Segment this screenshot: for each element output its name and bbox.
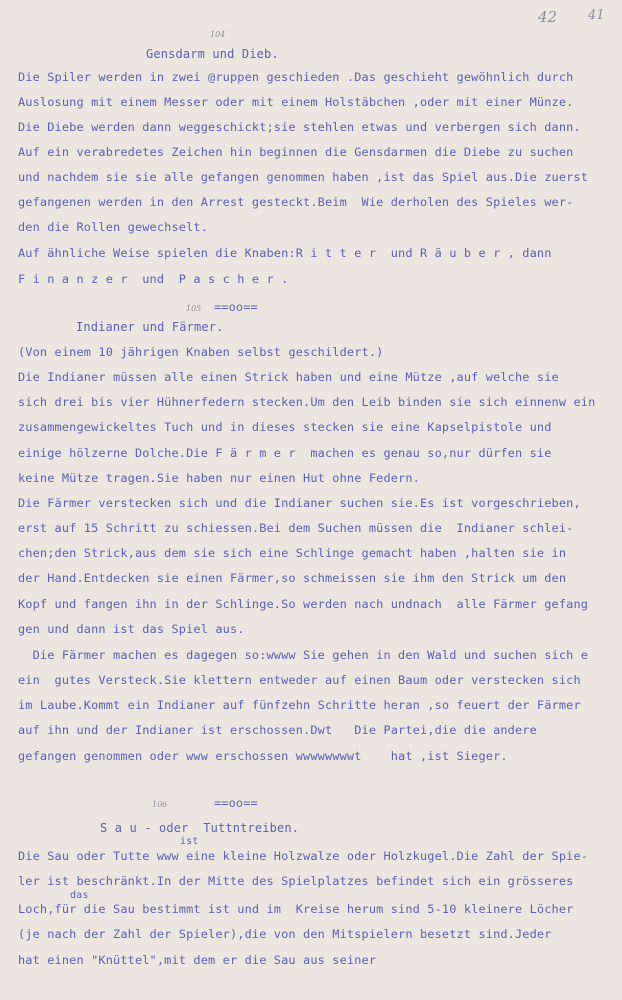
- margin-mark-3: 106: [152, 800, 168, 809]
- text-line: zusammengewickeltes Tuch und in dieses stecken sie eine Kapselpistole und: [18, 420, 552, 434]
- page-number-a: 42: [538, 8, 558, 26]
- text-line: Die Indianer müssen alle einen Strick haben und eine Mütze ,auf welche sie: [18, 370, 559, 384]
- text-line: Auslosung mit einem Messer oder mit einem Holstäbchen ,oder mit einer Münze.: [18, 95, 574, 109]
- section-separator: ==oo==: [214, 300, 258, 314]
- text-line: der Hand.Entdecken sie einen Färmer,so schmeissen sie ihm den Strick um den: [18, 571, 567, 585]
- text-line: gen und dann ist das Spiel aus.: [18, 622, 245, 636]
- text-line: Die Färmer verstecken sich und die Indianer suchen sie.Es ist vorgeschrieben,: [18, 496, 581, 510]
- text-line: auf ihn und der Indianer ist erschossen.Dwt Die Partei,die die andere: [18, 723, 537, 737]
- section-title-indianer: Indianer und Färmer.: [76, 320, 224, 334]
- text-line: Auf ähnliche Weise spielen die Knaben:R i t t e r und R ä u b e r , dann: [18, 246, 552, 260]
- text-line: hat einen "Knüttel",mit dem er die Sau aus seiner: [18, 953, 377, 967]
- text-line: im Laube.Kommt ein Indianer auf fünfzehn Schritte heran ,so feuert der Färmer: [18, 698, 581, 712]
- text-line: Die Spiler werden in zwei @ruppen geschieden .Das geschieht gewöhnlich durch: [18, 70, 574, 84]
- text-line: ler ist beschränkt.In der Mitte des Spielplatzes befindet sich ein grösseres: [18, 874, 574, 888]
- text-line: keine Mütze tragen.Sie haben nur einen Hut ohne Federn.: [18, 471, 420, 485]
- section-title-sautreiben: S a u - oder Tuttntreiben.: [100, 821, 300, 835]
- text-line: einige hölzerne Dolche.Die F ä r m e r machen es genau so,nur dürfen sie: [18, 446, 552, 460]
- text-line: F i n a n z e r und P a s c h e r .: [18, 272, 289, 286]
- text-line: Auf ein verabredetes Zeichen hin beginnen die Gensdarmen die Diebe zu suchen: [18, 145, 574, 159]
- page-number-b: 41: [588, 8, 605, 23]
- text-line: den die Rollen gewechselt.: [18, 220, 209, 234]
- inserted-word-ist: ist: [180, 836, 199, 847]
- inserted-word-das: das: [70, 890, 89, 901]
- text-line: Die Färmer machen es dagegen so:wwww Sie gehen in den Wald und suchen sich e: [18, 648, 589, 662]
- text-line: Kopf und fangen ihn in der Schlinge.So werden nach undnach alle Färmer gefang: [18, 597, 589, 611]
- section-title-gensdarm: Gensdarm und Dieb.: [146, 47, 279, 61]
- text-line: erst auf 15 Schritt zu schiessen.Bei dem Suchen müssen die Indianer schlei-: [18, 521, 574, 535]
- text-line: gefangenen werden in den Arrest gesteckt.Beim Wie derholen des Spieles wer-: [18, 195, 574, 209]
- text-line: sich drei bis vier Hühnerfedern stecken.Um den Leib binden sie sich einnenw ein: [18, 395, 596, 409]
- text-line: (Von einem 10 jährigen Knaben selbst geschildert.): [18, 345, 384, 359]
- section-separator: ==oo==: [214, 796, 258, 810]
- margin-mark-1: 104: [210, 30, 226, 39]
- text-line: gefangen genommen oder www erschossen wwwwwwwwt hat ,ist Sieger.: [18, 749, 508, 763]
- text-line: Die Sau oder Tutte www eine kleine Holzwalze oder Holzkugel.Die Zahl der Spie-: [18, 849, 589, 863]
- text-line: und nachdem sie sie alle gefangen genommen haben ,ist das Spiel aus.Die zuerst: [18, 170, 589, 184]
- text-line: Die Diebe werden dann weggeschickt;sie stehlen etwas und verbergen sich dann.: [18, 120, 581, 134]
- text-line: ein gutes Versteck.Sie klettern entweder auf einen Baum oder verstecken sich: [18, 673, 581, 687]
- text-line: chen;den Strick,aus dem sie sich eine Schlinge gemacht haben ,halten sie in: [18, 546, 567, 560]
- text-line: Loch,für die Sau bestimmt ist und im Kreise herum sind 5-10 kleinere Löcher: [18, 902, 574, 916]
- margin-mark-2: 105: [186, 304, 202, 313]
- text-line: (je nach der Zahl der Spieler),die von den Mitspielern besetzt sind.Jeder: [18, 927, 552, 941]
